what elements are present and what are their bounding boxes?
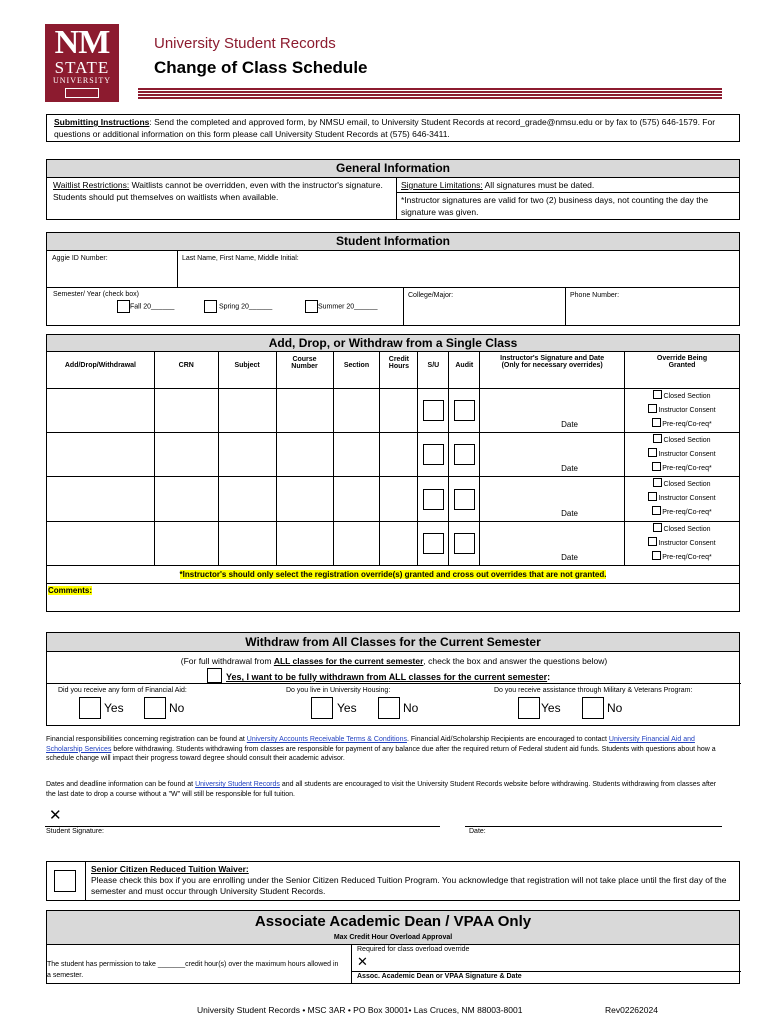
date-label: Date: [561, 553, 578, 562]
waitlist-text: Waitlists cannot be overridden, even with the instructor's signature. Students should put themselves on waitlists when available.: [53, 180, 383, 202]
credit-hours-cell[interactable]: [380, 433, 418, 477]
withdraw-divider: [47, 683, 741, 684]
subject-cell[interactable]: [218, 477, 276, 522]
date-label: Date: [561, 464, 578, 473]
override-cell: [625, 389, 740, 433]
student-heading: Student Information: [46, 232, 740, 251]
submitting-instructions: [46, 114, 740, 142]
section-cell[interactable]: [333, 433, 380, 477]
financial-text-c: before withdrawing. Students withdrawing from classes are responsible for payment of any balance due after the required return of Federal student aid funds. Students with questions about how a schedule change will impact their progress toward degree should consult their academic advisor.: [46, 745, 716, 762]
override-prereq[interactable]: [625, 418, 739, 432]
signature-limitations: [396, 177, 740, 219]
withdraw-confirm-em: ALL: [388, 672, 407, 682]
fall-label: Fall 20______: [130, 303, 175, 311]
student-signature-line[interactable]: [45, 826, 440, 827]
student-row-2: [46, 287, 740, 326]
crn-cell[interactable]: [154, 477, 218, 522]
prereq-label: Pre-req/Co-req*: [662, 553, 712, 561]
instructor-consent-label: Instructor Consent: [658, 495, 716, 502]
signature-x-mark: ✕: [49, 807, 62, 824]
override-prereq[interactable]: [625, 551, 739, 565]
student-records-link[interactable]: University Student Records: [195, 781, 280, 788]
withdraw-confirm-pre: Yes, I want to be fully withdrawn from: [226, 672, 389, 682]
su-checkbox[interactable]: [423, 533, 444, 554]
course-number-cell[interactable]: [276, 522, 333, 566]
override-cell: [625, 477, 740, 522]
audit-checkbox[interactable]: [454, 444, 475, 465]
instructor-signature-cell[interactable]: [480, 522, 625, 566]
audit-cell: [449, 522, 480, 566]
header-rule: [138, 88, 722, 99]
audit-checkbox[interactable]: [454, 400, 475, 421]
su-cell: [418, 389, 449, 433]
instructor-consent-checkbox[interactable]: [648, 448, 657, 457]
withdraw-confirm-end: :: [547, 672, 551, 682]
senior-waiver-text: Please check this box if you are enrolling under the Senior Citizen Reduced Tuition Program. You acknowledge that registration will not take place until the first day of the semester and must occur through University Student Records.: [91, 875, 727, 896]
withdraw-confirm[interactable]: [207, 668, 550, 683]
closed-section-label: Closed Section: [663, 481, 711, 488]
override-note-cell: [47, 566, 740, 584]
withdraw-confirm-post: classes for the current semester: [406, 672, 548, 682]
signature-date-label: Date:: [469, 828, 486, 835]
senior-waiver-box: [46, 861, 740, 901]
dean-body: [46, 944, 740, 984]
withdraw-instruction: [47, 656, 741, 666]
audit-checkbox[interactable]: [454, 533, 475, 554]
dean-heading-box: [46, 910, 740, 945]
date-label: Date: [561, 420, 578, 429]
semester-summer[interactable]: [305, 300, 378, 313]
table-row: [47, 433, 740, 477]
override-prereq[interactable]: [625, 462, 739, 476]
dean-signature-line[interactable]: [352, 971, 741, 972]
housing-yes-label: Yes: [337, 701, 357, 715]
senior-waiver-checkbox[interactable]: [54, 870, 76, 892]
override-closed-section[interactable]: [625, 478, 739, 492]
date-label: Date: [561, 509, 578, 518]
override-prereq[interactable]: [625, 506, 739, 520]
col-instructor-signature: Instructor's Signature and Date (Only for necessary overrides): [480, 352, 625, 389]
col-audit: Audit: [449, 352, 480, 389]
logo-state-shape: [65, 88, 99, 98]
military-yes-checkbox[interactable]: [518, 697, 540, 719]
spring-checkbox[interactable]: [204, 300, 217, 313]
fall-checkbox[interactable]: [117, 300, 130, 313]
semester-label: Semester/ Year (check box): [53, 291, 139, 298]
subject-cell[interactable]: [218, 522, 276, 566]
col-subject: Subject: [218, 352, 276, 389]
credit-hours-cell[interactable]: [380, 389, 418, 433]
section-cell[interactable]: [333, 389, 380, 433]
deadline-text-a: Dates and deadline information can be found at: [46, 781, 196, 788]
instructor-consent-label: Instructor Consent: [658, 406, 716, 414]
col-add-drop: Add/Drop/Withdrawal: [47, 352, 155, 389]
instructor-consent-checkbox[interactable]: [648, 537, 657, 546]
audit-checkbox[interactable]: [454, 489, 475, 510]
logo-line-3: UNIVERSITY: [53, 76, 111, 85]
instructor-signature-cell[interactable]: [480, 477, 625, 522]
su-cell: [418, 522, 449, 566]
override-instructor-consent[interactable]: [625, 537, 739, 551]
col-credit-hours: Credit Hours: [380, 352, 418, 389]
override-cell: [625, 433, 740, 477]
prereq-checkbox[interactable]: [652, 551, 661, 560]
comments-field[interactable]: [47, 584, 740, 612]
housing-no-checkbox[interactable]: [378, 697, 400, 719]
closed-section-checkbox[interactable]: [653, 390, 662, 399]
student-signature-label: Student Signature:: [46, 828, 104, 835]
single-class-table: [46, 351, 740, 612]
col-crn: CRN: [154, 352, 218, 389]
col-override: Override Being Granted: [625, 352, 740, 389]
credit-hours-cell[interactable]: [380, 477, 418, 522]
page-title: Change of Class Schedule: [154, 58, 368, 77]
signature-limit-line: [401, 179, 736, 191]
instructor-signature-cell[interactable]: [480, 389, 625, 433]
prereq-checkbox[interactable]: [652, 506, 661, 515]
military-yes-label: Yes: [541, 701, 561, 715]
financial-aid-yes-label: Yes: [104, 701, 124, 715]
withdraw-instruction-post: , check the box and answer the questions below): [423, 656, 608, 666]
waitlist-label: Waitlist Restrictions:: [53, 180, 130, 190]
nmsu-logo: [45, 24, 119, 102]
military-no-checkbox[interactable]: [582, 697, 604, 719]
dean-signature-label: Assoc. Academic Dean or VPAA Signature & Date: [357, 973, 522, 980]
footer-revision: Rev02262024: [605, 1005, 658, 1015]
dean-right-panel: [351, 944, 740, 983]
dean-x-mark: ✕: [357, 954, 368, 969]
summer-checkbox[interactable]: [305, 300, 318, 313]
dean-permission-text: The student has permission to take _______credit hour(s) over the maximum hours allowed in a semester.: [47, 961, 339, 979]
add-drop-cell[interactable]: [47, 477, 155, 522]
override-note: *Instructor's should only select the registration override(s) granted and cross out overrides that are not granted.: [179, 570, 607, 579]
office-name: University Student Records: [154, 35, 336, 52]
section-cell[interactable]: [333, 522, 380, 566]
withdraw-instruction-em: ALL classes for the current semester: [273, 656, 424, 666]
override-closed-section[interactable]: [625, 390, 739, 404]
course-number-cell[interactable]: [276, 433, 333, 477]
college-field[interactable]: College/Major:: [403, 288, 565, 326]
housing-no-label: No: [403, 701, 419, 715]
deadline-text-b: and all students are encouraged to visit the University Student Records website before withdrawing. Students withdrawing from classes after the last date to drop a course without a "W" will still be responsible for full tuition.: [46, 781, 717, 798]
prereq-checkbox[interactable]: [652, 418, 661, 427]
col-su: S/U: [418, 352, 449, 389]
senior-waiver-content: [91, 864, 736, 897]
table-row: [47, 477, 740, 522]
add-drop-cell[interactable]: [47, 389, 155, 433]
financial-text-a: Financial responsibilities concerning registration can be found at: [46, 736, 247, 743]
credit-hours-cell[interactable]: [380, 522, 418, 566]
deadline-paragraph: [46, 780, 726, 799]
override-instructor-consent[interactable]: [625, 404, 739, 418]
financial-aid-no-label: No: [169, 701, 185, 715]
closed-section-checkbox[interactable]: [653, 523, 662, 532]
comments-row: [47, 584, 740, 612]
question-military: Do you receive assistance through Military & Veterans Program:: [494, 687, 693, 694]
signature-label: Signature Limitations:: [401, 180, 483, 190]
ar-terms-link[interactable]: University Accounts Receivable Terms & Conditions: [246, 736, 407, 743]
crn-cell[interactable]: [154, 433, 218, 477]
waitlist-restrictions: [53, 179, 383, 203]
signature-text: All signatures must be dated.: [482, 180, 595, 190]
instructor-consent-checkbox[interactable]: [648, 404, 657, 413]
senior-waiver-divider: [85, 862, 86, 900]
single-class-heading: Add, Drop, or Withdraw from a Single Class: [46, 334, 740, 352]
withdraw-all-box: [46, 651, 740, 726]
withdraw-all-heading: Withdraw from All Classes for the Current Semester: [46, 632, 740, 652]
general-heading: General Information: [46, 159, 740, 178]
add-drop-cell[interactable]: [47, 522, 155, 566]
override-instructor-consent[interactable]: [625, 448, 739, 462]
logo-line-2: STATE: [54, 58, 110, 77]
housing-yes-checkbox[interactable]: [311, 697, 333, 719]
su-checkbox[interactable]: [423, 489, 444, 510]
dean-heading: Associate Academic Dean / VPAA Only: [254, 913, 532, 930]
closed-section-label: Closed Section: [663, 392, 711, 400]
prereq-checkbox[interactable]: [652, 462, 661, 471]
course-number-cell[interactable]: [276, 389, 333, 433]
col-course-number: Course Number: [276, 352, 333, 389]
closed-section-label: Closed Section: [663, 525, 711, 533]
su-cell: [418, 433, 449, 477]
audit-cell: [449, 477, 480, 522]
senior-waiver-heading: Senior Citizen Reduced Tuition Waiver:: [91, 864, 249, 874]
withdraw-instruction-pre: (For full withdrawal from: [180, 656, 274, 666]
signature-date-line[interactable]: [465, 826, 722, 827]
closed-section-checkbox[interactable]: [653, 434, 662, 443]
col-section: Section: [333, 352, 380, 389]
instructor-consent-checkbox[interactable]: [648, 492, 657, 501]
withdraw-confirm-checkbox[interactable]: [207, 668, 222, 683]
financial-aid-link[interactable]: University Financial Aid and Scholarship Services: [46, 736, 695, 753]
table-row: [47, 389, 740, 433]
instructor-consent-label: Instructor Consent: [658, 539, 716, 547]
instructor-signature-cell[interactable]: [480, 433, 625, 477]
prereq-label: Pre-req/Co-req*: [662, 464, 712, 472]
crn-cell[interactable]: [154, 522, 218, 566]
dean-subheading: Max Credit Hour Overload Approval: [333, 934, 453, 941]
closed-section-checkbox[interactable]: [653, 478, 662, 487]
financial-aid-no-checkbox[interactable]: [144, 697, 166, 719]
audit-cell: [449, 389, 480, 433]
override-cell: [625, 522, 740, 566]
signature-note: *Instructor signatures are valid for two (2) business days, not counting the day the signature was given.: [397, 192, 740, 218]
comments-label: Comments:: [48, 586, 93, 595]
table-row: [47, 522, 740, 566]
spring-label: Spring 20______: [218, 303, 273, 311]
su-cell: [418, 477, 449, 522]
phone-field[interactable]: Phone Number:: [565, 288, 740, 326]
financial-paragraph: [46, 735, 726, 764]
dean-required-label: Required for class overload override: [357, 946, 470, 953]
section-cell[interactable]: [333, 477, 380, 522]
single-class-header-row: [47, 352, 740, 389]
prereq-label: Pre-req/Co-req*: [662, 509, 712, 516]
semester-fall[interactable]: [117, 300, 174, 313]
subject-cell[interactable]: [218, 433, 276, 477]
aggie-id-field[interactable]: Aggie ID Number:: [52, 255, 108, 262]
financial-text-b: . Financial Aid/Scholarship Recipients are encouraged to contact: [406, 736, 609, 743]
footer-address: University Student Records • MSC 3AR • PO Box 30001• Las Cruces, NM 88003-8001: [197, 1005, 523, 1015]
semester-spring[interactable]: [204, 300, 272, 313]
crn-cell[interactable]: [154, 389, 218, 433]
prereq-label: Pre-req/Co-req*: [662, 420, 712, 428]
general-info-box: [46, 177, 740, 220]
override-instructor-consent[interactable]: [625, 492, 739, 506]
financial-aid-yes-checkbox[interactable]: [79, 697, 101, 719]
closed-section-label: Closed Section: [663, 436, 711, 444]
submitting-label: Submitting Instructions: [54, 117, 150, 127]
subject-cell[interactable]: [218, 389, 276, 433]
override-note-row: [47, 566, 740, 584]
override-closed-section[interactable]: [625, 523, 739, 537]
instructor-consent-label: Instructor Consent: [658, 450, 716, 458]
submitting-text: : Send the completed and approved form, by NMSU email, to University Student Records at record_grade@nmsu.edu or by fax to (575) 646-1579. For questions or additional information on this form please call University Student Records at (575) 646-3411.: [54, 117, 716, 139]
su-checkbox[interactable]: [423, 400, 444, 421]
override-closed-section[interactable]: [625, 434, 739, 448]
name-field[interactable]: Last Name, First Name, Middle Initial:: [177, 250, 740, 287]
course-number-cell[interactable]: [276, 477, 333, 522]
military-no-label: No: [607, 701, 623, 715]
student-row-1: [46, 250, 740, 288]
su-checkbox[interactable]: [423, 444, 444, 465]
add-drop-cell[interactable]: [47, 433, 155, 477]
question-housing: Do you live in University Housing:: [286, 687, 391, 694]
summer-label: Summer 20______: [318, 303, 378, 311]
audit-cell: [449, 433, 480, 477]
logo-line-1: NM: [54, 24, 110, 61]
question-financial-aid: Did you receive any form of Financial Aid:: [58, 687, 187, 694]
